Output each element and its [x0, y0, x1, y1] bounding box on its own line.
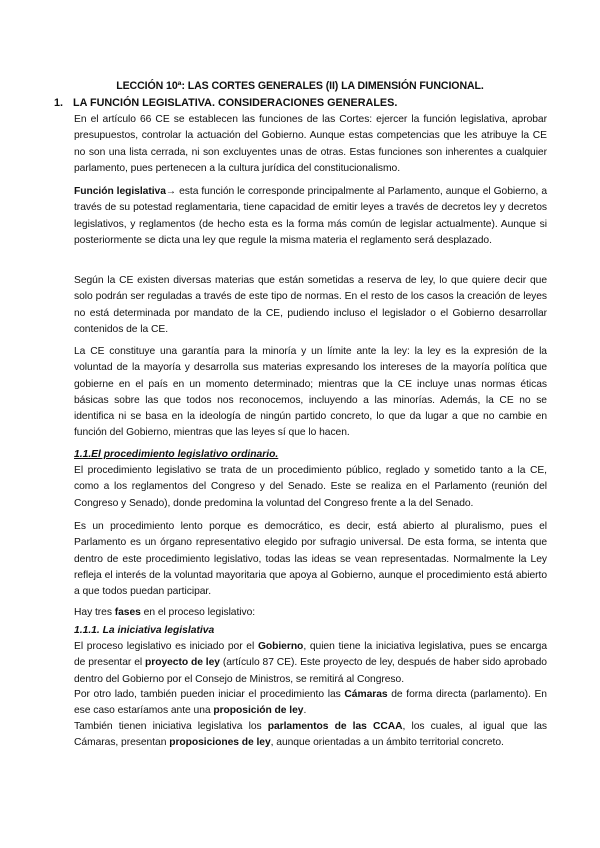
- text: , aunque orientadas a un ámbito territorial concreto.: [270, 737, 504, 749]
- section-heading: [54, 97, 397, 109]
- text: en el proceso legislativo:: [140, 607, 256, 618]
- bold-term: parlamentos de las CCAA: [267, 721, 403, 732]
- text: de forma directa (parlamento). En ese caso estaríamos ante una: [74, 689, 547, 717]
- section-heading-text: LA FUNCIÓN LEGISLATIVA. CONSIDERACIONES GENERALES.: [73, 97, 398, 109]
- text: Por otro lado, también pueden iniciar el procedimiento las: [74, 689, 345, 700]
- subsection-heading-1-1: 1.1.El procedimiento legislativo ordinario.: [74, 449, 279, 460]
- paragraph-articulo-66: En el artículo 66 CE se establecen las funciones de las Cortes: ejercer la función legislativa, aprobar presupuestos, controlar la actuación del Gobierno. Aunque estas competencias que les atribuye la CE no son una lista cerrada, ni son excluyentes unas de otras. Estas funciones son inherentes a cualquier parlamento, pues pertenecen a la cultura jurídica del constitucionalismo.: [74, 114, 547, 174]
- subsection-heading-1-1-1: 1.1.1. La iniciativa legislativa: [74, 625, 215, 636]
- text: El proceso legislativo es iniciado por el: [74, 641, 258, 652]
- bold-term: proyecto de ley: [145, 657, 220, 669]
- text: También tienen iniciativa legislativa los: [74, 721, 268, 732]
- text: .: [303, 705, 307, 717]
- bold-term: Gobierno: [257, 641, 304, 652]
- paragraph-garantia-minoria: La CE constituye una garantía para la minoría y un límite ante la ley: la ley es la expresión de la voluntad de la mayoría y desarrolla sus materias expresando los intereses de la mayoría política que gobierne en el país en un momento determinado; mientras que la CE incluye unas normas éticas básicas sobre las que todos nos reconocemos, incluyendo a las minorías. Además, la CE no se identifica ni se basa en la ideología de ningún partido concreto, lo que da lugar a que no cambie en función del Gobierno, mientras que las leyes sí que lo hacen.: [74, 346, 547, 439]
- paragraph-iniciativa-ccaa: [74, 719, 547, 752]
- paragraph-procedimiento-lento: Es un procedimiento lento porque es democrático, es decir, está abierto al pluralismo, pues el Parlamento es un órgano representativo elegido por sufragio universal. De esta forma, se intenta que dentro de este procedimiento legislativo, todas las ideas se vean representadas. Normalmente la Ley refleja el interés de la voluntad mayoritaria que apoya al Gobierno, aunque el procedimiento está abierto a que todos puedan participar.: [74, 521, 547, 598]
- paragraph-tres-fases: [74, 605, 547, 621]
- section-number: 1.: [54, 97, 64, 109]
- paragraph-iniciativa-camaras: [74, 687, 547, 720]
- paragraph-procedimiento-publico: El procedimiento legislativo se trata de un procedimiento público, reglado y sometido tanto a la CE, como a los reglamentos del Congreso y del Senado. Este se realiza en el Parlamento (reunión del Congreso y Senado), donde predomina la voluntad del Congreso frente a la del Senado.: [74, 465, 547, 509]
- bold-term: Cámaras: [344, 689, 388, 700]
- page-title: LECCIÓN 10ª: LAS CORTES GENERALES (II) LA DIMENSIÓN FUNCIONAL.: [116, 80, 484, 92]
- bold-term: proposiciones de ley: [169, 737, 271, 749]
- bold-term: proposición de ley: [213, 705, 304, 717]
- bold-term: fases: [114, 607, 141, 618]
- bold-term: Función legislativa: [74, 186, 166, 197]
- text: , los cuales, al igual que las Cámaras, presentan: [74, 721, 547, 749]
- text: Hay tres: [74, 607, 115, 618]
- paragraph-reserva-de-ley: Según la CE existen diversas materias que están sometidas a reserva de ley, lo que quiere decir que solo podrán ser reguladas a través de este tipo de normas. En el resto de los casos la creación de leyes no está determinada por mandato de la CE, pudiendo incluso el legislador o el Gobierno desarrollar contenidos de la CE.: [74, 275, 547, 335]
- paragraph-iniciativa-gobierno: [74, 639, 547, 688]
- text: (artículo 87 CE). Este proyecto de ley, después de haber sido aprobado dentro del Gobierno por el Consejo de Ministros, se remitirá al Congreso.: [74, 657, 547, 685]
- text: , quien tiene la iniciativa legislativa, pues se encarga de presentar el: [74, 641, 547, 669]
- paragraph-text: → esta función le corresponde principalmente al Parlamento, aunque el Gobierno, a través de su potestad reglamentaria, tiene capacidad de emitir leyes a través de decretos ley y decretos legislativos, y reglamentos (de hecho esta es la forma más común de legislar actualmente). Aunque si posteriormente se dicta una ley que regule la misma materia el reglamento será desplazado.: [74, 186, 547, 246]
- paragraph-funcion-legislativa: [74, 184, 547, 249]
